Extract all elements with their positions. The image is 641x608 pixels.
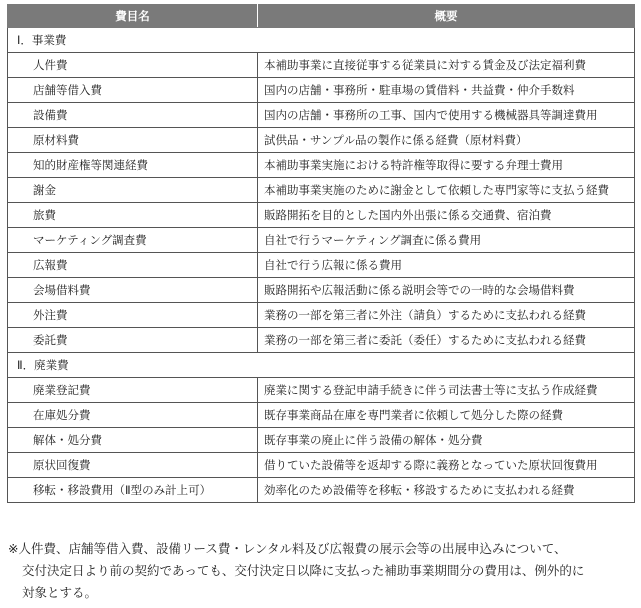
table-row: [8, 453, 635, 478]
expense-description-cell: 業務の一部を第三者に委託（委任）するために支払われる経費: [258, 328, 635, 353]
expense-description-cell: 販路開拓を目的とした国内外出張に係る交通費、宿泊費: [258, 203, 635, 228]
section-row: [8, 28, 635, 53]
expense-name-cell: 外注費: [8, 303, 258, 328]
header-expense-name: 費目名: [8, 5, 258, 28]
table-row: [8, 378, 635, 403]
expense-name-cell: 在庫処分費: [8, 403, 258, 428]
section-title: Ⅰ．事業費: [8, 28, 635, 53]
expense-description-cell: 国内の店舗・事務所の工事、国内で使用する機械器具等調達費用: [258, 103, 635, 128]
expense-description-cell: 既存事業の廃止に伴う設備の解体・処分費: [258, 428, 635, 453]
expense-description-cell: 既存事業商品在庫を専門業者に依頼して処分した際の経費: [258, 403, 635, 428]
section-row: [8, 353, 635, 378]
expense-description-cell: 自社で行うマーケティング調査に係る費用: [258, 228, 635, 253]
table-body: [8, 28, 635, 503]
table-row: [8, 328, 635, 353]
header-description: 概要: [258, 5, 635, 28]
table-row: [8, 253, 635, 278]
table-row: [8, 178, 635, 203]
expense-description-cell: 本補助事業に直接従事する従業員に対する賃金及び法定福利費: [258, 53, 635, 78]
table-row: [8, 128, 635, 153]
expense-description-cell: 廃業に関する登記申請手続きに伴う司法書士等に支払う作成経費: [258, 378, 635, 403]
table-row: [8, 228, 635, 253]
expense-description-cell: 国内の店舗・事務所・駐車場の賃借料・共益費・仲介手数料: [258, 78, 635, 103]
table-row: [8, 278, 635, 303]
expense-name-cell: 原材料費: [8, 128, 258, 153]
expense-description-cell: 業務の一部を第三者に外注（請負）するために支払われる経費: [258, 303, 635, 328]
expense-name-cell: 人件費: [8, 53, 258, 78]
table-row: [8, 303, 635, 328]
expense-name-cell: 原状回復費: [8, 453, 258, 478]
table-row: [8, 403, 635, 428]
expense-name-cell: 移転・移設費用（Ⅱ型のみ計上可）: [8, 478, 258, 503]
section-title: Ⅱ．廃業費: [8, 353, 635, 378]
expense-description-cell: 借りていた設備等を返却する際に義務となっていた原状回復費用: [258, 453, 635, 478]
table-row: [8, 78, 635, 103]
expense-name-cell: 解体・処分費: [8, 428, 258, 453]
footnote-line: ※人件費、店舗等借入費、設備リース費・レンタル料及び広報費の展示会等の出展申込みについて、: [8, 541, 567, 556]
expense-description-cell: 試供品・サンプル品の製作に係る経費（原材料費）: [258, 128, 635, 153]
table-row: [8, 478, 635, 503]
expense-name-cell: 店舗等借入費: [8, 78, 258, 103]
expense-name-cell: 知的財産権等関連経費: [8, 153, 258, 178]
footnote-line: 対象とする。: [22, 585, 98, 600]
expense-description-cell: 効率化のため設備等を移転・移設するために支払われる経費: [258, 478, 635, 503]
expense-name-cell: マーケティング調査費: [8, 228, 258, 253]
footnote: [8, 538, 636, 604]
table-header-row: [8, 5, 635, 28]
expense-description-cell: 本補助事業実施における特許権等取得に要する弁理士費用: [258, 153, 635, 178]
footnote-line: 交付決定日より前の契約であっても、交付決定日以降に支払った補助事業期間分の費用は、例外的に: [22, 563, 585, 578]
expense-table: [7, 4, 635, 503]
table-row: [8, 153, 635, 178]
expense-name-cell: 設備費: [8, 103, 258, 128]
expense-description-cell: 本補助事業実施のために謝金として依頼した専門家等に支払う経費: [258, 178, 635, 203]
table-row: [8, 428, 635, 453]
expense-name-cell: 廃業登記費: [8, 378, 258, 403]
expense-description-cell: 販路開拓や広報活動に係る説明会等での一時的な会場借料費: [258, 278, 635, 303]
table-row: [8, 203, 635, 228]
table-row: [8, 53, 635, 78]
expense-name-cell: 会場借料費: [8, 278, 258, 303]
expense-description-cell: 自社で行う広報に係る費用: [258, 253, 635, 278]
table-row: [8, 103, 635, 128]
expense-name-cell: 広報費: [8, 253, 258, 278]
expense-name-cell: 委託費: [8, 328, 258, 353]
expense-name-cell: 旅費: [8, 203, 258, 228]
expense-name-cell: 謝金: [8, 178, 258, 203]
